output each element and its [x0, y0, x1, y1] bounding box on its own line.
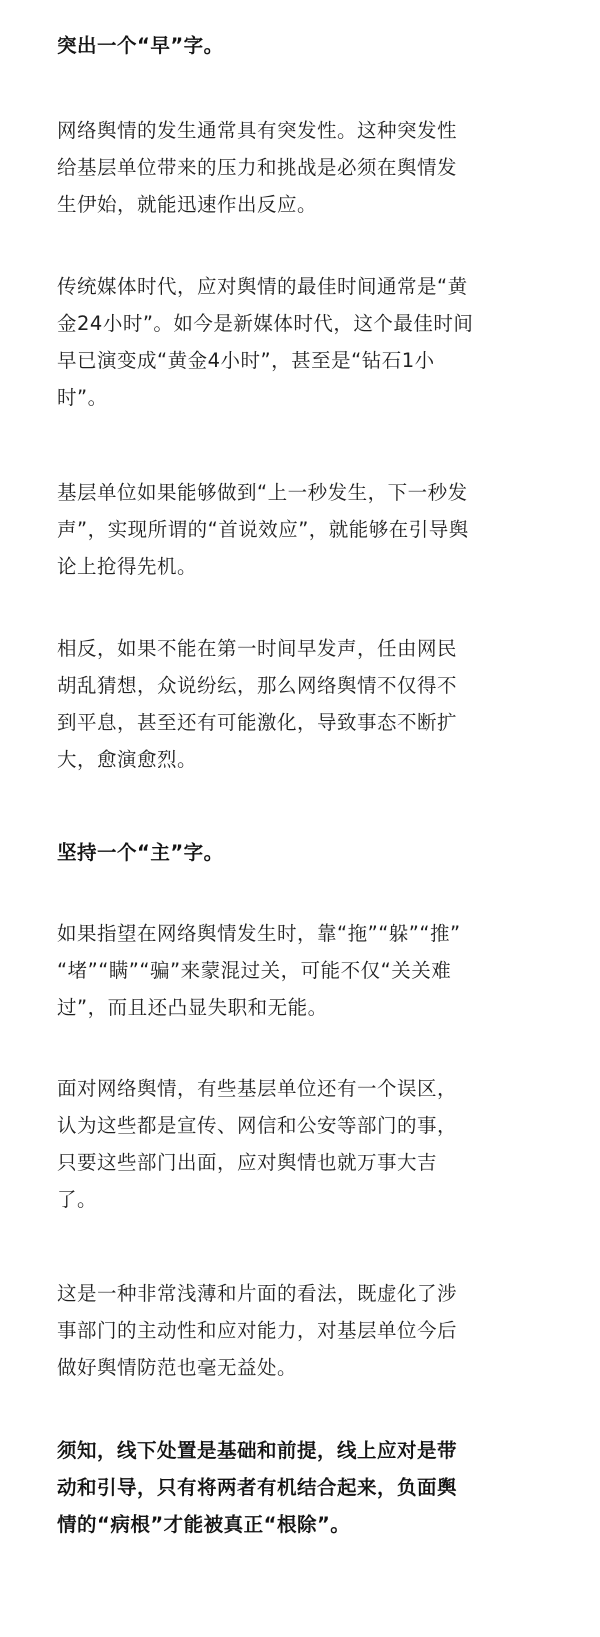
paragraph-7: 这是一种非常浅薄和片面的看法，既虚化了涉 事部门的主动性和应对能力，对基层单位今后 做好舆情防范也毫无益处。 — [57, 1282, 458, 1379]
paragraph-5: 如果指望在网络舆情发生时，靠“拖”“躲”“推” “堵”“瞒”“骗”来蒙混过关，可能不仅“关关难 过”，而且还凸显失职和无能。 — [57, 922, 461, 1019]
section-heading-initiative: 坚持一个“主”字。 — [57, 841, 224, 864]
paragraph-3: 基层单位如果能够做到“上一秒发生，下一秒发 声”，实现所谓的“首说效应”，就能够在引导舆 论上抢得先机。 — [57, 481, 469, 578]
paragraph-6: 面对网络舆情，有些基层单位还有一个误区， 认为这些都是宣传、网信和公安等部门的事， 只要这些部门出面，应对舆情也就万事大吉 了。 — [57, 1077, 458, 1211]
paragraph-8-emphasis: 须知，线下处置是基础和前提，线上应对是带 动和引导，只有将两者有机结合起来，负面舆 情的“病根”才能被真正“根除”。 — [57, 1439, 458, 1536]
paragraph-2: 传统媒体时代，应对舆情的最佳时间通常是“黄 金24小时”。如今是新媒体时代，这个最佳时间 早已演变成“黄金4小时”，甚至是“钻石1小 时”。 — [57, 275, 474, 409]
section-heading-early: 突出一个“早”字。 — [57, 34, 224, 57]
paragraph-1: 网络舆情的发生通常具有突发性。这种突发性 给基层单位带来的压力和挑战是必须在舆情发 生伊始，就能迅速作出反应。 — [57, 119, 458, 216]
paragraph-4: 相反，如果不能在第一时间早发声，任由网民 胡乱猜想，众说纷纭，那么网络舆情不仅得不 到平息，甚至还有可能激化，导致事态不断扩 大，愈演愈烈。 — [57, 637, 458, 771]
